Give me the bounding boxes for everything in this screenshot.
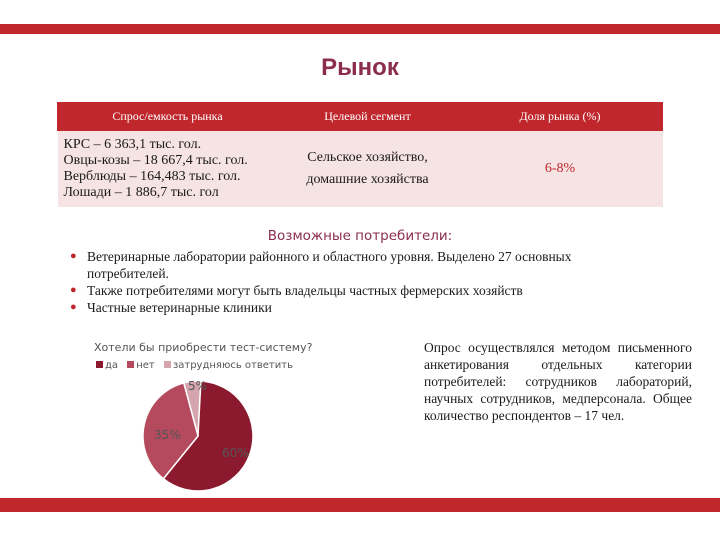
pie-svg [84,336,330,496]
consumers-list [70,248,630,316]
list-item [70,248,630,282]
header-demand: Спрос/емкость рынка [58,103,278,131]
legend-label: да [105,360,119,371]
list-item [70,299,630,316]
bottom-accent-bar [0,498,720,512]
list-item [70,282,630,299]
slide-title: Рынок [321,54,399,81]
segment-line-1: Сельское хозяйство, [307,149,428,165]
bullet-text: Частные ветеринарные клиники [87,300,272,315]
survey-description: Опрос осуществлялся методом письменного анкетирования отдельных категории потребителей: сотрудников лабораторий, научных сотрудников, медперсонала. Общее количество респондентов – 17 чел. [424,340,692,423]
header-share: Доля рынка (%) [458,103,663,131]
header-segment: Целевой сегмент [278,103,458,131]
chart-title: Хотели бы приобрести тест-систему? [94,341,313,354]
table-row [58,131,663,207]
market-table [57,102,663,207]
bullet-text: Ветеринарные лаборатории районного и областного уровня. Выделено 27 основных потребителей. [87,249,572,281]
consumers-heading: Возможные потребители: [267,228,453,244]
slice-label-unsure: 5% [188,379,208,393]
share-cell: 6-8% [458,131,663,207]
segment-line-2: домашние хозяйства [306,171,429,187]
top-accent-bar [0,24,720,34]
table-header-row [58,103,663,131]
bullet-icon: ● [70,301,77,313]
legend-label: затрудняюсь ответить [172,360,293,371]
bullet-text: Также потребителями могут быть владельцы частных фермерских хозяйств [87,283,523,298]
demand-cell [58,131,278,207]
slice-label-yes: 60% [222,446,249,460]
survey-pie-chart [84,336,330,496]
demand-line-horses: Лошади – 1 886,7 тыс. гол [63,184,219,200]
bullet-icon: ● [70,284,77,296]
bullet-icon: ● [70,250,77,262]
demand-line-sheep: Овцы-козы – 18 667,4 тыс. гол. [63,152,248,168]
demand-line-camels: Верблюды – 164,483 тыс. гол. [63,168,241,184]
demand-line-cattle: КРС – 6 363,1 тыс. гол. [63,136,202,152]
slice-label-no: 35% [154,428,181,442]
legend-label: нет [136,360,155,371]
segment-cell [278,131,458,207]
